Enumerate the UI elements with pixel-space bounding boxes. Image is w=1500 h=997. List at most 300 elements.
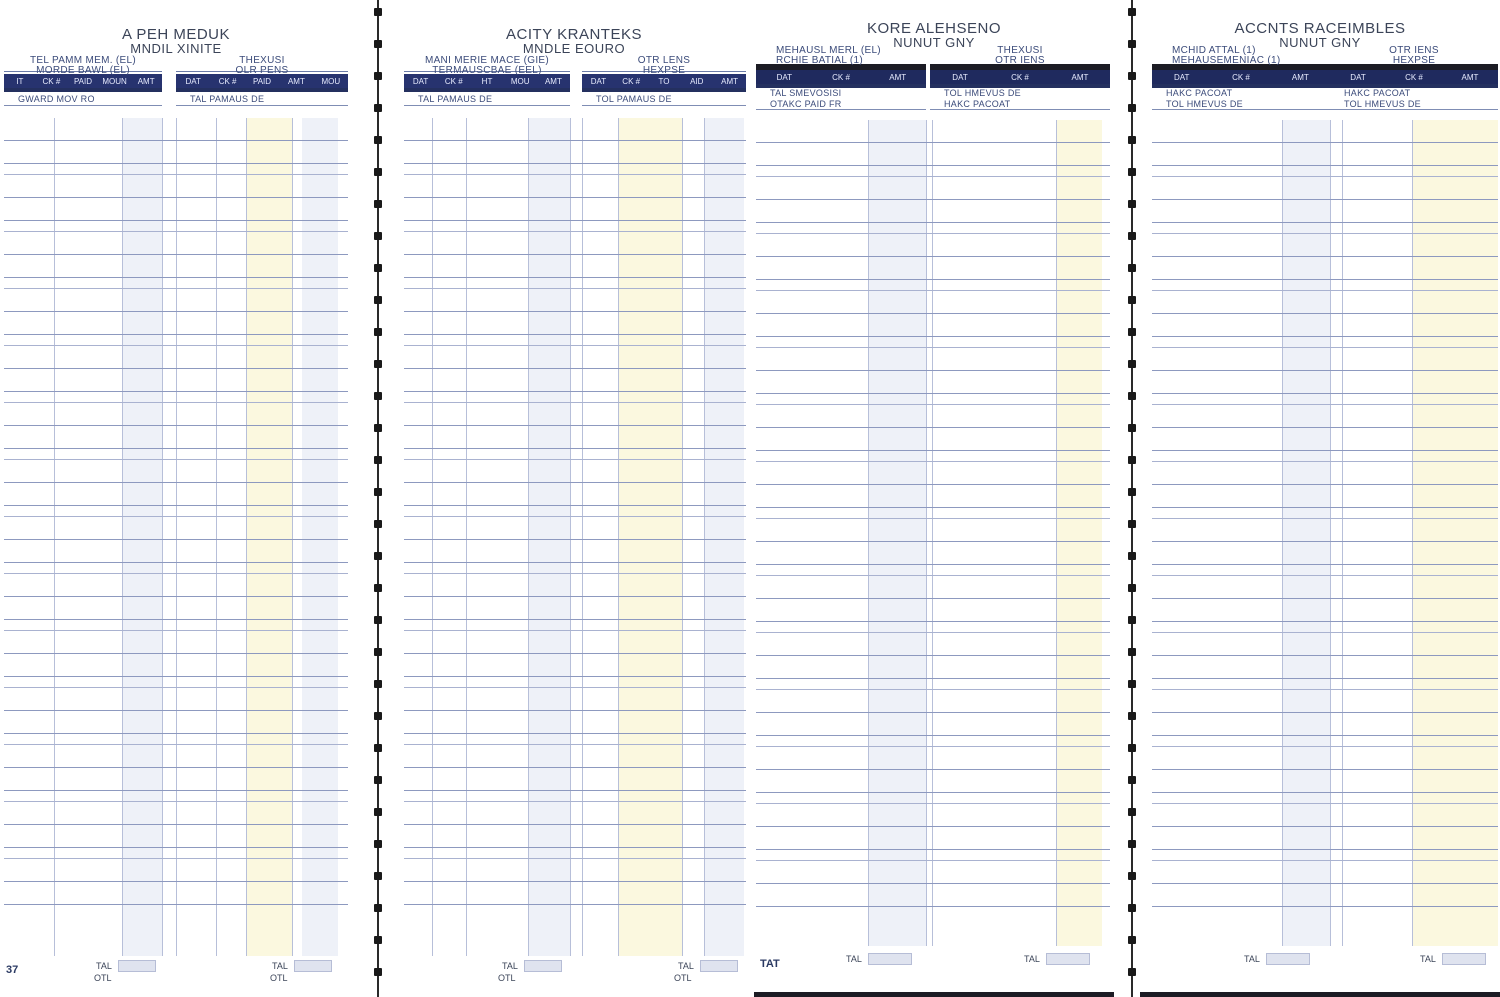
total-label: TAL [502, 961, 518, 971]
ledger-row[interactable] [756, 770, 1110, 793]
ledger-row[interactable] [4, 483, 348, 506]
section-title-text: OTR IENS [1389, 45, 1439, 56]
column-header: AMT [721, 76, 739, 86]
spiral-binding [1128, 0, 1136, 997]
ledger-row[interactable] [404, 232, 746, 255]
ledger-row[interactable] [404, 175, 746, 198]
ledger-row[interactable] [756, 656, 1110, 679]
ledger-row[interactable] [404, 745, 746, 768]
column-header: AMT [1291, 72, 1309, 82]
column-header: CK # [622, 76, 641, 86]
binding-coil [374, 40, 382, 48]
column-header: MOUN [102, 76, 127, 86]
ledger-row[interactable] [756, 690, 1110, 713]
ledger-row[interactable] [4, 768, 348, 791]
ledger-row[interactable] [756, 234, 1110, 257]
binding-coil [374, 584, 382, 592]
ledger-row[interactable] [4, 289, 348, 312]
ledger-row[interactable] [4, 369, 348, 392]
binding-coil [374, 808, 382, 816]
section-title [4, 55, 162, 76]
ledger-row[interactable] [404, 677, 746, 688]
ledger-row[interactable] [404, 631, 746, 654]
ledger-row[interactable] [756, 633, 1110, 656]
ledger-grid [404, 118, 746, 956]
column-header-band [1152, 70, 1330, 84]
ledger-row[interactable] [1152, 257, 1498, 280]
ledger-row[interactable] [1152, 656, 1498, 679]
ledger-row[interactable] [1152, 348, 1498, 371]
ledger-row[interactable] [1152, 827, 1498, 850]
binding-coil [1128, 360, 1136, 368]
ledger-row[interactable] [756, 280, 1110, 291]
ledger-row[interactable] [756, 371, 1110, 394]
binding-coil [374, 424, 382, 432]
column-header: AMT [1071, 72, 1089, 82]
ledger-row[interactable] [1152, 622, 1498, 633]
binding-coil [374, 936, 382, 944]
binding-coil [1128, 712, 1136, 720]
ledger-row[interactable] [756, 428, 1110, 451]
page-title-line1: ACITY KRANTEKS [506, 26, 642, 43]
ledger-row[interactable] [404, 278, 746, 289]
ledger-row[interactable] [1152, 462, 1498, 485]
total-field[interactable] [700, 960, 738, 972]
binding-coil [374, 520, 382, 528]
ledger-row[interactable] [404, 859, 746, 882]
section-title-text: THEXUSI [997, 45, 1043, 56]
total-field[interactable] [1046, 953, 1090, 965]
ledger-row[interactable] [756, 143, 1110, 166]
ledger-row[interactable] [404, 791, 746, 802]
ledger-row[interactable] [404, 540, 746, 563]
ledger-row[interactable] [4, 791, 348, 802]
ledger-row[interactable] [1152, 508, 1498, 519]
ledger-row[interactable] [4, 175, 348, 198]
section-title [930, 46, 1110, 64]
section-title-text: MANI MERIE MACE (GIE) [424, 55, 550, 66]
section-title [404, 55, 570, 76]
binding-coil [1128, 392, 1136, 400]
ledger-row[interactable] [404, 734, 746, 745]
total-label: TAL [846, 954, 862, 964]
ledger-row[interactable] [1152, 280, 1498, 291]
column-header: PAID [252, 76, 272, 86]
balance-forward-label: TOL HMEVUS DE [944, 88, 1021, 98]
ledger-rows [756, 120, 1110, 907]
total-field[interactable] [118, 960, 156, 972]
ledger-row[interactable] [404, 221, 746, 232]
ledger-row[interactable] [756, 599, 1110, 622]
total-label: TAL [1024, 954, 1040, 964]
ledger-row[interactable] [1152, 314, 1498, 337]
binding-coil [1128, 648, 1136, 656]
page-title-line2: MNDIL XINITE [130, 41, 222, 56]
section-subtitle-text: HEXPSE [642, 65, 686, 76]
binding-coil [374, 680, 382, 688]
ledger-row[interactable] [756, 519, 1110, 542]
total-field[interactable] [1442, 953, 1486, 965]
column-header: AMT [544, 76, 562, 86]
ledger-row[interactable] [4, 392, 348, 403]
ledger-row[interactable] [4, 688, 348, 711]
ledger-row[interactable] [756, 337, 1110, 348]
ledger-row[interactable] [756, 348, 1110, 371]
column-header-band [582, 74, 746, 88]
ledger-row[interactable] [756, 257, 1110, 280]
total-right [678, 960, 738, 972]
column-header: MOU [321, 76, 341, 86]
ledger-row[interactable] [404, 141, 746, 164]
ledger-row[interactable] [1152, 713, 1498, 736]
ledger-row[interactable] [404, 335, 746, 346]
ledger-row[interactable] [756, 565, 1110, 576]
binding-coil [374, 648, 382, 656]
ledger-row[interactable] [4, 346, 348, 369]
ledger-row[interactable] [1152, 451, 1498, 462]
ledger-row[interactable] [1152, 234, 1498, 257]
ledger-row[interactable] [1152, 143, 1498, 166]
binding-coil [374, 488, 382, 496]
binding-coil [1128, 456, 1136, 464]
ledger-rows [1152, 120, 1498, 907]
ledger-row[interactable] [756, 736, 1110, 747]
ledger-row[interactable] [4, 677, 348, 688]
column-header: IT [16, 76, 24, 86]
binding-coil [1128, 424, 1136, 432]
ledger-row[interactable] [756, 576, 1110, 599]
ledger-row[interactable] [756, 120, 1110, 143]
ledger-row[interactable] [1152, 884, 1498, 907]
ledger-row[interactable] [1152, 394, 1498, 405]
ledger-row[interactable] [756, 166, 1110, 177]
binding-coil [1128, 136, 1136, 144]
ledger-row[interactable] [756, 394, 1110, 405]
ledger-row[interactable] [404, 688, 746, 711]
ledger-row[interactable] [4, 631, 348, 654]
binding-coil [374, 872, 382, 880]
ledger-row[interactable] [404, 620, 746, 631]
binding-coil [1128, 808, 1136, 816]
total-label: TAL [678, 961, 694, 971]
column-header: AMT [137, 76, 155, 86]
column-header: PAID [73, 76, 93, 86]
page-title-line1: KORE ALEHSENO [866, 20, 1002, 37]
ledger-row[interactable] [404, 882, 746, 905]
balance-forward-label: HAKC PACOAT [1344, 88, 1411, 98]
footer-label: OTL [674, 973, 692, 983]
ledger-row[interactable] [1152, 679, 1498, 690]
ledger-row[interactable] [4, 859, 348, 882]
column-header-band [4, 74, 162, 88]
column-header: AMT [1461, 72, 1479, 82]
page-title [398, 28, 750, 56]
ledger-row[interactable] [1152, 337, 1498, 348]
section-right [1330, 46, 1498, 110]
ledger-row[interactable] [756, 827, 1110, 850]
ledger-row[interactable] [4, 540, 348, 563]
page-bottom-edge [1140, 992, 1500, 997]
ledger-rows [404, 118, 746, 905]
ledger-row[interactable] [1152, 542, 1498, 565]
ledger-row[interactable] [1152, 291, 1498, 314]
ledger-row[interactable] [4, 232, 348, 255]
ledger-row[interactable] [4, 597, 348, 620]
ledger-row[interactable] [756, 747, 1110, 770]
ledger-row[interactable] [1152, 428, 1498, 451]
column-header: DAT [412, 76, 429, 86]
ledger-row[interactable] [4, 563, 348, 574]
binding-coil [1128, 680, 1136, 688]
ledger-row[interactable] [4, 118, 348, 141]
section-subtitle-text: OTR IENS [995, 55, 1045, 66]
ledger-row[interactable] [404, 768, 746, 791]
binding-coil [374, 264, 382, 272]
ledger-row[interactable] [1152, 861, 1498, 884]
ledger-row[interactable] [756, 793, 1110, 804]
section-right [930, 46, 1110, 110]
binding-coil [374, 840, 382, 848]
section-subtitle-text: HEXPSE [1392, 55, 1436, 66]
ledger-row[interactable] [404, 198, 746, 221]
column-header: CK # [42, 76, 61, 86]
column-header: DAT [776, 72, 793, 82]
ledger-row[interactable] [404, 506, 746, 517]
ledger-row[interactable] [4, 574, 348, 597]
footer-right [270, 973, 288, 983]
ledger-row[interactable] [4, 882, 348, 905]
ledger-row[interactable] [404, 164, 746, 175]
binding-coil [1128, 264, 1136, 272]
total-field[interactable] [868, 953, 912, 965]
column-header: CK # [1232, 72, 1250, 82]
binding-coil [1128, 904, 1136, 912]
ledger-row[interactable] [404, 346, 746, 369]
binding-coil [1128, 168, 1136, 176]
binding-coil [374, 552, 382, 560]
ledger-row[interactable] [4, 711, 348, 734]
ledger-row[interactable] [4, 734, 348, 745]
binding-coil [374, 168, 382, 176]
ledger-row[interactable] [4, 198, 348, 221]
column-header: AMT [889, 72, 907, 82]
binding-coil [1128, 584, 1136, 592]
binding-coil [374, 136, 382, 144]
ledger-row[interactable] [404, 403, 746, 426]
binding-coil [374, 456, 382, 464]
ledger-page-2 [398, 0, 750, 997]
ledger-row[interactable] [404, 574, 746, 597]
ledger-row[interactable] [4, 460, 348, 483]
ledger-row[interactable] [756, 462, 1110, 485]
ledger-row[interactable] [404, 825, 746, 848]
column-header: DAT [185, 76, 201, 86]
ledger-row[interactable] [1152, 747, 1498, 770]
footer-label: OTL [94, 973, 112, 983]
ledger-row[interactable] [1152, 120, 1498, 143]
ledger-row[interactable] [404, 312, 746, 335]
ledger-row[interactable] [756, 223, 1110, 234]
binding-coil [1128, 328, 1136, 336]
ledger-page-3 [754, 0, 1114, 997]
balance-forward-label: TAL SMEVOSISI [770, 88, 842, 98]
ledger-row[interactable] [756, 314, 1110, 337]
ledger-row[interactable] [1152, 690, 1498, 713]
binding-coil [374, 392, 382, 400]
section-title [756, 46, 926, 64]
ledger-grid [1152, 120, 1498, 946]
ledger-row[interactable] [1152, 804, 1498, 827]
column-header: TO [658, 76, 670, 86]
section-right [176, 56, 348, 106]
ledger-row[interactable] [4, 312, 348, 335]
ledger-row[interactable] [1152, 485, 1498, 508]
ledger-row[interactable] [4, 745, 348, 768]
binding-coil [374, 8, 382, 16]
total-left [846, 953, 912, 965]
ledger-row[interactable] [4, 141, 348, 164]
ledger-page-1 [0, 0, 352, 997]
ledger-row[interactable] [404, 597, 746, 620]
section-title-text: OTR LENS [637, 55, 691, 66]
ledger-row[interactable] [4, 403, 348, 426]
balance-forward-label: TAL PAMAUS DE [176, 92, 348, 106]
binding-coil [374, 200, 382, 208]
footer-right [674, 973, 692, 983]
ledger-row[interactable] [4, 255, 348, 278]
ledger-row[interactable] [404, 369, 746, 392]
ledger-row[interactable] [404, 654, 746, 677]
ledger-row[interactable] [1152, 850, 1498, 861]
ledger-row[interactable] [1152, 793, 1498, 804]
column-header-band [1330, 70, 1498, 84]
column-header: MOU [510, 76, 530, 86]
ledger-row[interactable] [4, 278, 348, 289]
ledger-row[interactable] [404, 460, 746, 483]
ledger-row[interactable] [4, 802, 348, 825]
ledger-row[interactable] [1152, 371, 1498, 394]
binding-coil [1128, 200, 1136, 208]
ledger-row[interactable] [4, 848, 348, 859]
ledger-row[interactable] [4, 506, 348, 517]
ledger-row[interactable] [756, 622, 1110, 633]
binding-coil [374, 776, 382, 784]
ledger-row[interactable] [404, 255, 746, 278]
ledger-row[interactable] [404, 517, 746, 540]
column-header: DAT [952, 72, 968, 82]
ledger-row[interactable] [756, 291, 1110, 314]
ledger-row[interactable] [1152, 223, 1498, 234]
ledger-row[interactable] [404, 118, 746, 141]
ledger-row[interactable] [756, 200, 1110, 223]
ledger-row[interactable] [404, 426, 746, 449]
binding-coil [1128, 296, 1136, 304]
total-field[interactable] [294, 960, 332, 972]
ledger-row[interactable] [1152, 599, 1498, 622]
binding-coil [374, 744, 382, 752]
ledger-row[interactable] [4, 825, 348, 848]
total-field[interactable] [524, 960, 562, 972]
binding-coil [1128, 552, 1136, 560]
ledger-row[interactable] [404, 563, 746, 574]
binding-coil [1128, 840, 1136, 848]
ledger-row[interactable] [756, 405, 1110, 428]
ledger-row[interactable] [756, 451, 1110, 462]
ledger-grid [4, 118, 348, 956]
ledger-row[interactable] [4, 620, 348, 631]
binding-coil [1128, 776, 1136, 784]
ledger-row[interactable] [4, 654, 348, 677]
binding-coil [374, 72, 382, 80]
ledger-row[interactable] [1152, 519, 1498, 542]
ledger-row[interactable] [756, 884, 1110, 907]
binding-coil [1128, 616, 1136, 624]
binding-coil [1128, 8, 1136, 16]
ledger-row[interactable] [756, 508, 1110, 519]
ledger-row[interactable] [1152, 770, 1498, 793]
ledger-row[interactable] [1152, 177, 1498, 200]
balance-forward-label: TAL PAMAUS DE [404, 92, 570, 106]
ledger-row[interactable] [756, 804, 1110, 827]
ledger-row[interactable] [1152, 565, 1498, 576]
section-subtitle-text: OLR PENS [235, 65, 289, 76]
ledger-row[interactable] [1152, 736, 1498, 747]
ledger-row[interactable] [4, 221, 348, 232]
ledger-row[interactable] [1152, 633, 1498, 656]
ledger-row[interactable] [1152, 200, 1498, 223]
section-title [176, 55, 348, 76]
ledger-row[interactable] [404, 449, 746, 460]
ledger-row[interactable] [756, 850, 1110, 861]
ledger-row[interactable] [756, 542, 1110, 565]
ledger-row[interactable] [4, 426, 348, 449]
balance-forward-label: TOL HMEVUS DE [1330, 99, 1498, 110]
ledger-row[interactable] [756, 861, 1110, 884]
total-field[interactable] [1266, 953, 1310, 965]
ledger-row[interactable] [404, 848, 746, 859]
total-right [272, 960, 332, 972]
ledger-row[interactable] [404, 289, 746, 312]
ledger-row[interactable] [1152, 405, 1498, 428]
ledger-row[interactable] [1152, 576, 1498, 599]
ledger-row[interactable] [756, 679, 1110, 690]
ledger-row[interactable] [4, 164, 348, 175]
ledger-row[interactable] [756, 713, 1110, 736]
ledger-row[interactable] [404, 392, 746, 403]
ledger-row[interactable] [404, 711, 746, 734]
ledger-row[interactable] [404, 483, 746, 506]
ledger-row[interactable] [756, 485, 1110, 508]
binding-coil [1128, 744, 1136, 752]
column-header-band [404, 74, 570, 88]
ledger-row[interactable] [4, 449, 348, 460]
ledger-row[interactable] [756, 177, 1110, 200]
section-title [1330, 46, 1498, 64]
ledger-row[interactable] [4, 517, 348, 540]
binding-coil [1128, 72, 1136, 80]
binding-coil [374, 968, 382, 976]
total-left [502, 960, 562, 972]
section-subtitle-text: MORDE BAWL (EL) [36, 65, 130, 76]
binding-coil [374, 232, 382, 240]
ledger-row[interactable] [4, 335, 348, 346]
ledger-row[interactable] [1152, 166, 1498, 177]
page-bottom-edge [754, 992, 1114, 997]
total-right [1024, 953, 1090, 965]
section-title-text: MEHAUSL MERL (EL) [776, 45, 881, 56]
page-title [0, 28, 352, 56]
ledger-row[interactable] [404, 802, 746, 825]
